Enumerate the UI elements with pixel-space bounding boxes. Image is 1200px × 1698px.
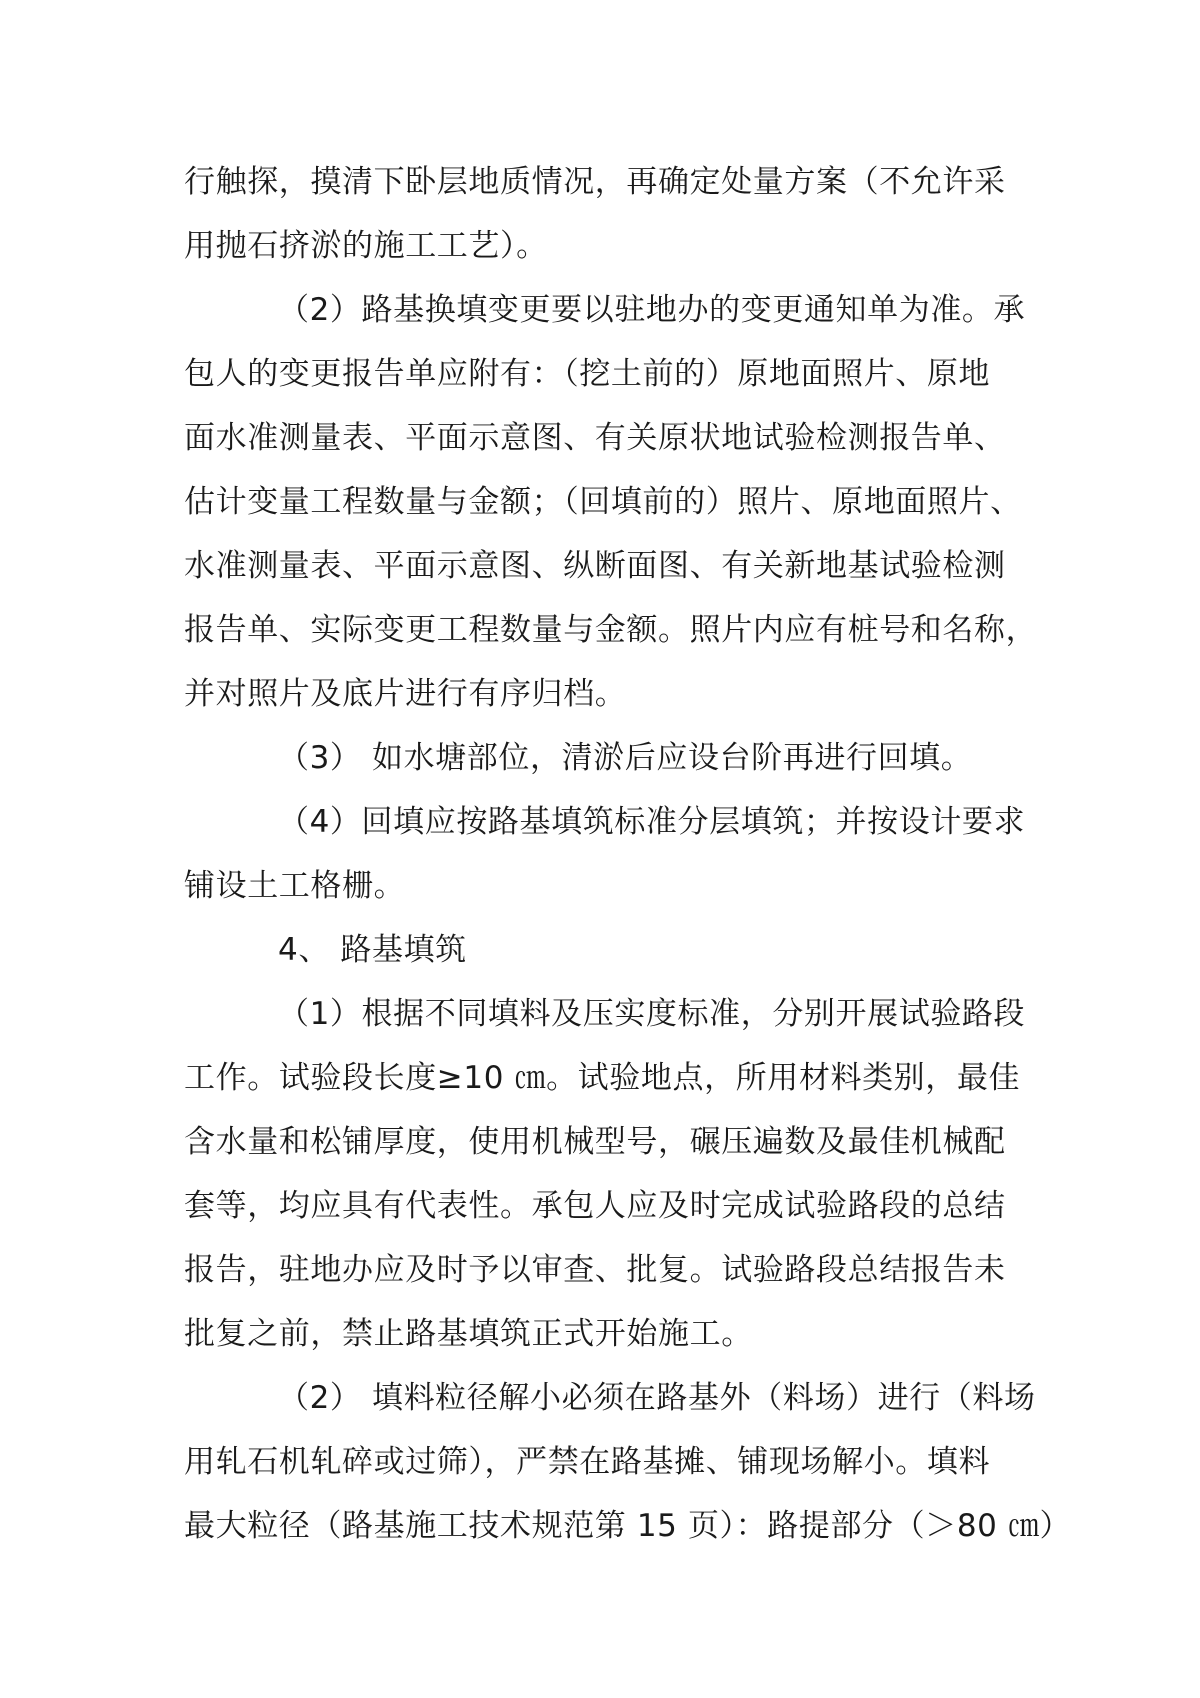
text-line: 报告单、实际变更工程数量与金额。照片内应有桩号和名称， xyxy=(184,612,1038,648)
text-line: 用抛石挤淤的施工工艺）。 xyxy=(184,228,548,264)
text-line: （3） 如水塘部位，清淤后应设台阶再进行回填。 xyxy=(278,740,973,776)
text-line: （2） 填料粒径解小必须在路基外（料场）进行（料场 xyxy=(278,1380,1036,1416)
text-line: 报告，驻地办应及时予以审查、批复。试验路段总结报告未 xyxy=(184,1252,1006,1288)
text-line: 用轧石机轧碎或过筛），严禁在路基摊、铺现场解小。填料 xyxy=(184,1444,991,1480)
text-line: 批复之前，禁止路基填筑正式开始施工。 xyxy=(184,1316,753,1352)
text-line: 套等，均应具有代表性。承包人应及时完成试验路段的总结 xyxy=(184,1188,1006,1224)
document-body xyxy=(184,150,1072,1558)
text-line: 水准测量表、平面示意图、纵断面图、有关新地基试验检测 xyxy=(184,548,1006,584)
text-line: 并对照片及底片进行有序归档。 xyxy=(184,676,627,712)
text-line: （2）路基换填变更要以驻地办的变更通知单为准。承 xyxy=(278,292,1026,328)
text-line: 面水准测量表、平面示意图、有关原状地试验检测报告单、 xyxy=(184,420,1006,456)
text-line: 包人的变更报告单应附有：（挖土前的）原地面照片、原地 xyxy=(184,356,991,392)
section-heading: 4、 路基填筑 xyxy=(278,932,467,968)
text-line: 含水量和松铺厚度，使用机械型号，碾压遍数及最佳机械配 xyxy=(184,1124,1006,1160)
text-line: （1）根据不同填料及压实度标准，分别开展试验路段 xyxy=(278,996,1026,1032)
text-line: 最大粒径（路基施工技术规范第 15 页）：路提部分（＞80 ㎝） xyxy=(184,1508,1072,1544)
text-line: 行触探，摸清下卧层地质情况，再确定处量方案（不允许采 xyxy=(184,164,1006,200)
text-line: 估计变量工程数量与金额；（回填前的）照片、原地面照片、 xyxy=(184,484,1022,520)
text-line: （4）回填应按路基填筑标准分层填筑；并按设计要求 xyxy=(278,804,1026,840)
text-line: 铺设土工格栅。 xyxy=(184,868,406,904)
text-line: 工作。试验段长度≥10 ㎝。试验地点，所用材料类别，最佳 xyxy=(184,1060,1021,1096)
